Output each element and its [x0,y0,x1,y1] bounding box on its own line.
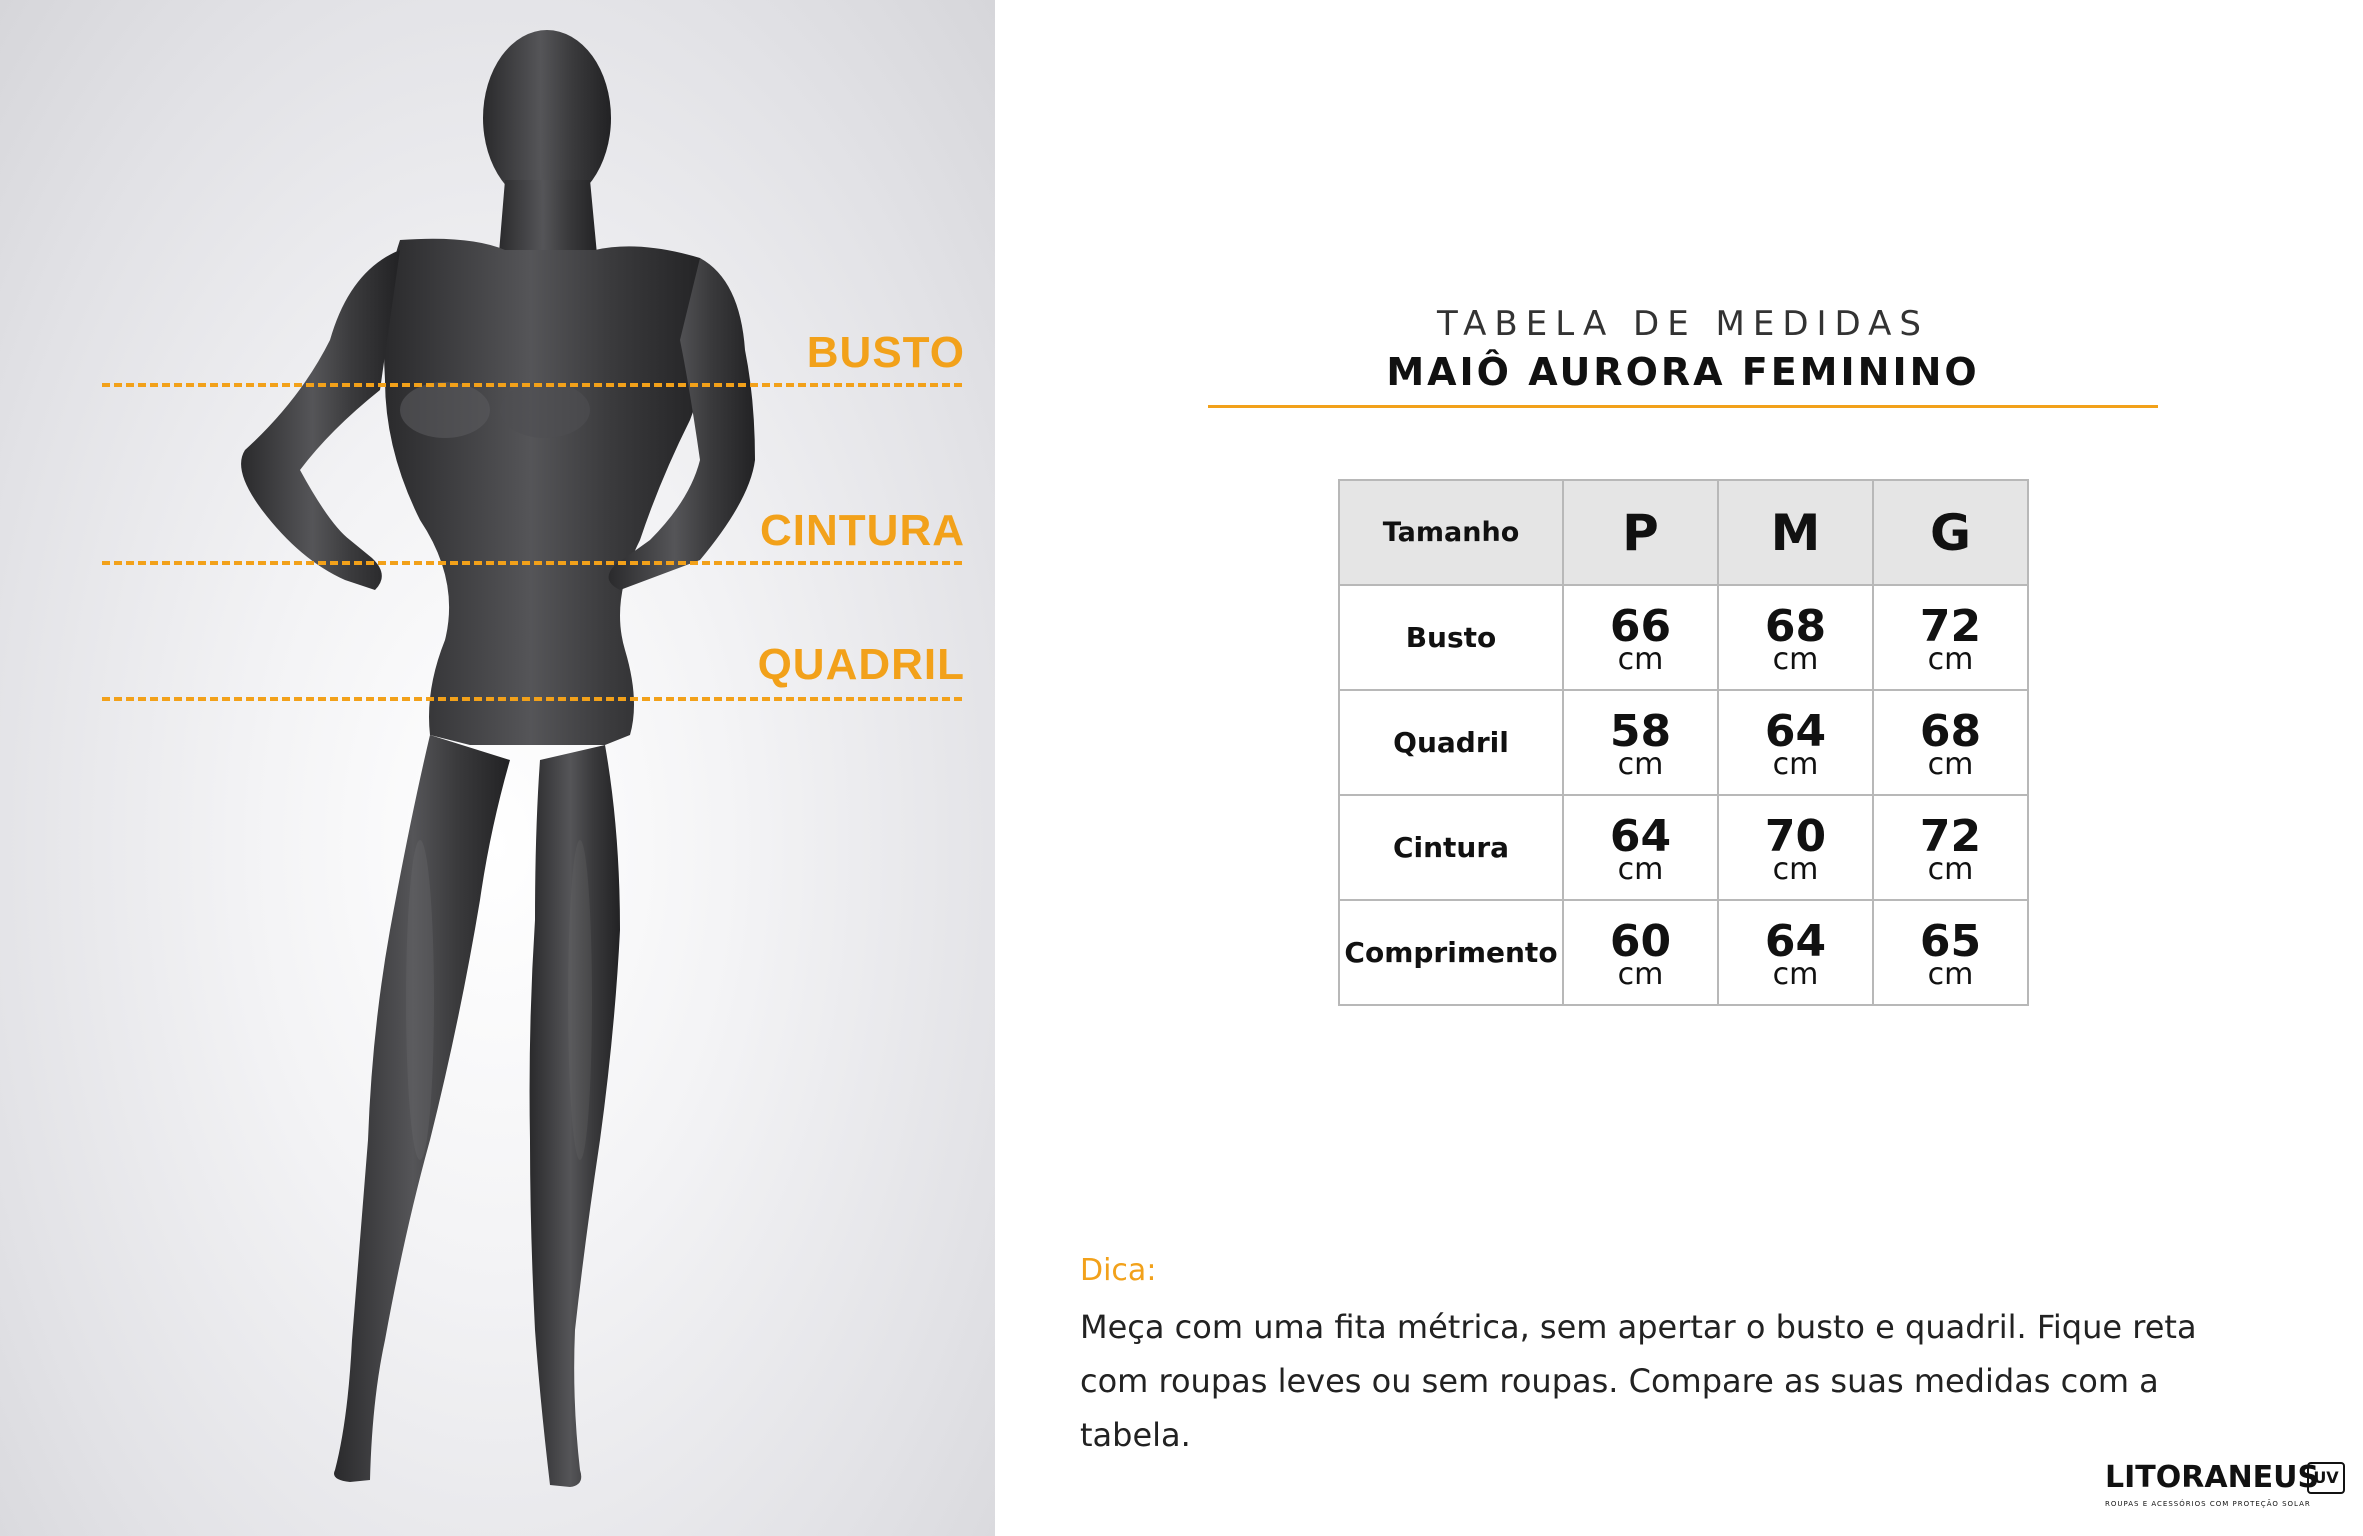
value-number: 72 [1919,810,1982,862]
header-cell-size-p: P [1563,480,1718,585]
value-number: 64 [1764,705,1827,757]
value-number: 68 [1764,600,1827,652]
table-row [1339,585,2028,690]
value-unit: cm [1617,641,1664,677]
tip-title: Dica: [1080,1253,1157,1288]
value-cell [1718,585,1873,690]
header-cell-size-m: M [1718,480,1873,585]
value-unit: cm [1927,641,1974,677]
value-number: 68 [1919,705,1982,757]
value-cell [1873,900,2028,1005]
logo-name: LITORANEUS [2105,1460,2320,1495]
value-number: 65 [1919,915,1982,967]
size-table [1338,479,2029,1006]
line-cintura [102,561,962,565]
row-label: Quadril [1339,690,1563,795]
value-unit: cm [1772,746,1819,782]
brand-logo [2105,1460,2345,1520]
value-cell [1563,795,1718,900]
label-cintura: CINTURA [760,506,965,555]
value-cell [1563,690,1718,795]
value-number: 58 [1609,705,1672,757]
title-divider [1208,405,2158,408]
row-label: Cintura [1339,795,1563,900]
row-label: Comprimento [1339,900,1563,1005]
value-unit: cm [1617,746,1664,782]
line-busto [102,383,962,387]
value-cell [1563,900,1718,1005]
header-cell-label: Tamanho [1339,480,1563,585]
label-quadril: QUADRIL [757,640,965,689]
subtitle-heading: TABELA DE MEDIDAS [1437,304,1929,344]
value-number: 64 [1764,915,1827,967]
logo-tagline: ROUPAS E ACESSÓRIOS COM PROTEÇÃO SOLAR [2105,1500,2311,1508]
mannequin-figure [0,0,995,1536]
value-unit: cm [1772,851,1819,887]
uv-badge-icon: UV [2307,1462,2345,1494]
value-cell [1718,690,1873,795]
value-unit: cm [1617,851,1664,887]
value-cell [1873,585,2028,690]
value-cell [1873,795,2028,900]
value-unit: cm [1772,641,1819,677]
value-unit: cm [1617,956,1664,992]
value-number: 60 [1609,915,1672,967]
value-unit: cm [1772,956,1819,992]
value-number: 64 [1609,810,1672,862]
table-header-row [1339,480,2028,585]
row-label: Busto [1339,585,1563,690]
value-number: 66 [1609,600,1672,652]
page-title: MAIÔ AURORA FEMININO [1386,350,1980,394]
value-unit: cm [1927,956,1974,992]
table-row [1339,795,2028,900]
value-unit: cm [1927,851,1974,887]
table-row [1339,900,2028,1005]
value-cell [1873,690,2028,795]
line-quadril [102,697,962,701]
tip-text: Meça com uma fita métrica, sem apertar o busto e quadril. Fique reta com roupas leves ou sem roupas. Compare as suas medidas com a tabela. [1080,1308,2197,1454]
value-cell [1718,900,1873,1005]
value-cell [1718,795,1873,900]
value-unit: cm [1927,746,1974,782]
header-cell-size-g: G [1873,480,2028,585]
value-number: 72 [1919,600,1982,652]
mannequin-panel [0,0,995,1536]
label-busto: BUSTO [806,328,965,377]
table-row [1339,690,2028,795]
value-number: 70 [1764,810,1827,862]
value-cell [1563,585,1718,690]
